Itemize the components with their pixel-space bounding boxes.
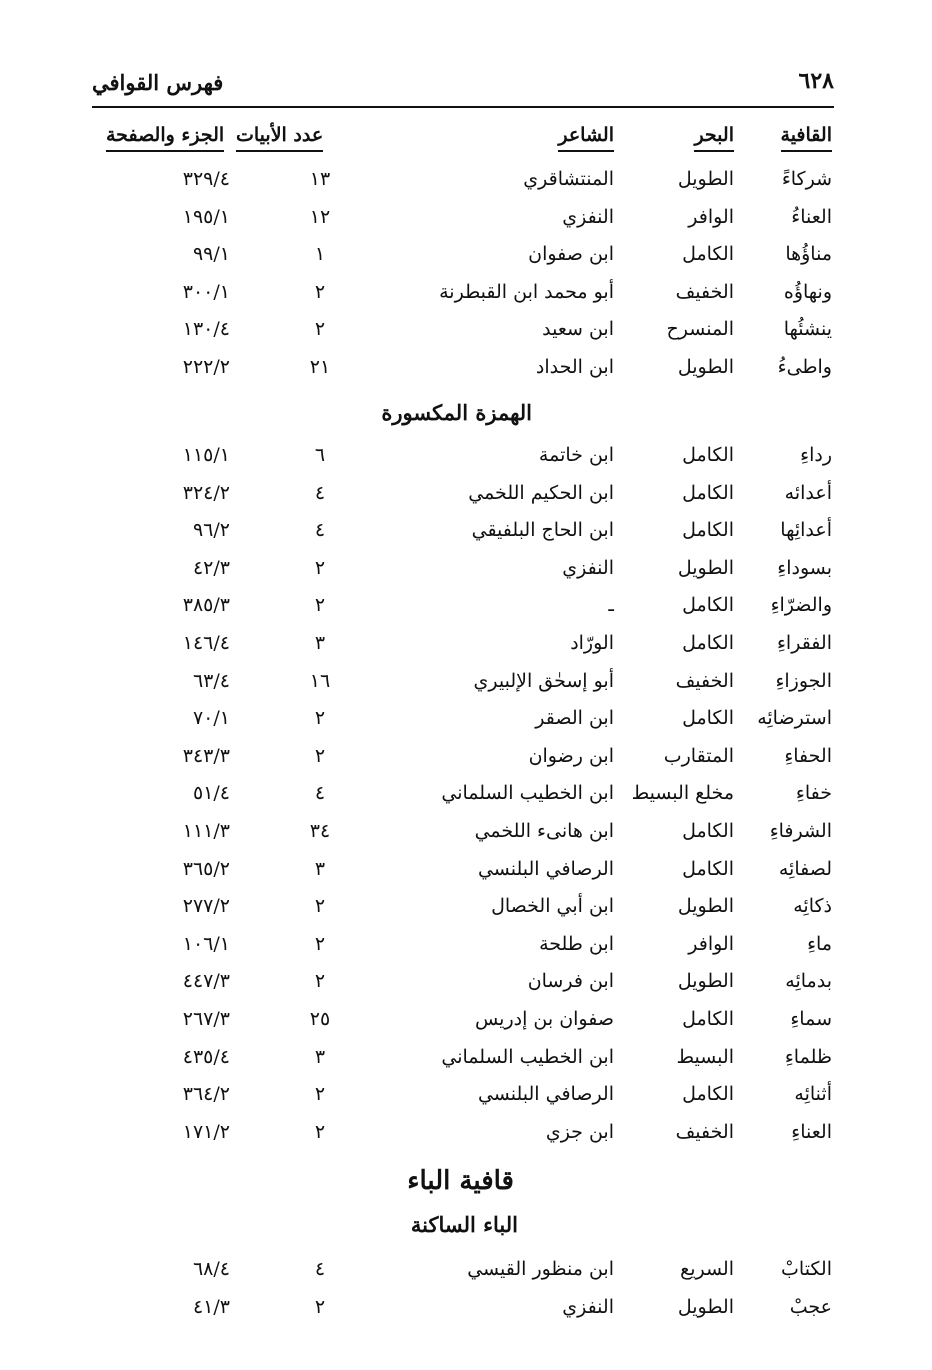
meter-cell: الخفيف: [675, 669, 734, 692]
volume-page-cell: ٩٩/١: [192, 243, 230, 266]
rhyme-cell: بدمائِه: [785, 970, 832, 993]
volume-page-cell: ١٧١/٢: [182, 1120, 230, 1143]
meter-cell: مخلع البسيط: [631, 782, 734, 805]
rhyme-cell: رداءِ: [800, 444, 832, 466]
poet-cell: أبو محمد ابن القبطرنة: [439, 280, 614, 303]
poet-cell: الرصافي البلنسي: [477, 1083, 614, 1106]
table-row: [0, 814, 932, 852]
rhyme-cell: الحفاءِ: [784, 744, 832, 767]
meter-cell: الكامل: [682, 1007, 734, 1030]
rhyme-cell: ماءِ: [807, 932, 832, 955]
verse-count-cell: ٢: [314, 932, 326, 955]
verse-count-cell: ٢: [314, 1083, 326, 1106]
meter-cell: الكامل: [682, 631, 734, 654]
poet-cell: ابن منظور القيسي: [467, 1258, 614, 1280]
meter-cell: المتقارب: [663, 744, 734, 767]
verse-count-cell: ٣٤: [309, 819, 331, 842]
poet-cell: النفزي: [562, 556, 614, 579]
table-row: [0, 1077, 932, 1115]
table-row: [0, 664, 932, 702]
table-row: [0, 927, 932, 965]
verse-count-cell: ٢٥: [309, 1007, 331, 1030]
rhyme-cell: الفقراءِ: [777, 631, 832, 654]
poet-cell: ابن الحاج البلفيقي: [471, 519, 614, 542]
verse-count-cell: ٢: [314, 895, 326, 918]
table-row: [0, 200, 932, 238]
section-title-sakin-baa: الباء الساكنة: [410, 1212, 518, 1237]
poet-cell: ابن الخطيب السلماني: [441, 1045, 614, 1068]
chapter-title-baa: قافية الباء: [407, 1166, 514, 1196]
table-row: [0, 275, 932, 313]
poet-cell: أبو إسحٰق الإلبيري: [473, 669, 614, 692]
verse-count-cell: ١٦: [309, 669, 331, 692]
volume-page-cell: ١٠٦/١: [182, 932, 230, 955]
table-row: [0, 889, 932, 927]
meter-cell: الطويل: [677, 970, 734, 993]
rhyme-cell: الجوزاءِ: [775, 669, 832, 692]
volume-page-cell: ٣٦٤/٢: [182, 1083, 230, 1106]
meter-cell: الوافر: [688, 205, 734, 228]
poet-cell: ابن الصقر: [535, 707, 614, 730]
index-table-group-1: [0, 162, 932, 388]
volume-page-cell: ١٩٥/١: [182, 205, 230, 228]
rhyme-cell: واطىءُ: [777, 355, 832, 378]
verse-count-cell: ١: [314, 243, 326, 266]
volume-page-cell: ٢٢٢/٢: [182, 355, 230, 378]
meter-cell: الكامل: [682, 481, 734, 504]
table-row: [0, 1040, 932, 1078]
verse-count-cell: ١٣: [309, 168, 331, 190]
volume-page-cell: ١٣٠/٤: [182, 318, 230, 341]
volume-page-cell: ٣٦٥/٢: [182, 857, 230, 880]
volume-page-cell: ٢٧٧/٢: [182, 895, 230, 918]
rhyme-cell: بسوداءِ: [777, 556, 832, 579]
poet-cell: ابن طلحة: [539, 932, 614, 955]
meter-cell: الكامل: [682, 594, 734, 617]
volume-page-cell: ٣٢٩/٤: [182, 168, 230, 190]
running-title: فهرس القوافي: [92, 70, 224, 95]
rhyme-cell: أعدائِها: [780, 519, 832, 542]
table-row: [0, 438, 932, 476]
meter-cell: الخفيف: [675, 280, 734, 303]
volume-page-cell: ٩٦/٢: [192, 519, 230, 542]
column-header-volume-page: الجزء والصفحة: [106, 122, 224, 152]
rhyme-cell: الشرفاءِ: [769, 819, 832, 842]
table-row: [0, 162, 932, 200]
rhyme-cell: شركاءً: [781, 168, 832, 190]
verse-count-cell: ٤: [314, 782, 326, 805]
volume-page-cell: ٤٣٥/٤: [182, 1045, 230, 1068]
verse-count-cell: ٣: [314, 631, 326, 654]
verse-count-cell: ٢: [314, 970, 326, 993]
column-header-rhyme: القافية: [781, 122, 832, 152]
volume-page-cell: ٤٢/٣: [192, 556, 230, 579]
volume-page-cell: ٢٦٧/٣: [182, 1007, 230, 1030]
rhyme-cell: مناؤُها: [785, 243, 832, 266]
verse-count-cell: ٢: [314, 744, 326, 767]
meter-cell: الكامل: [682, 444, 734, 466]
meter-cell: الخفيف: [675, 1120, 734, 1143]
rhyme-cell: العناءِ: [791, 1120, 832, 1143]
poet-cell: المنتشاقري: [523, 168, 614, 190]
poet-cell: ابن الخطيب السلماني: [441, 782, 614, 805]
meter-cell: الوافر: [688, 932, 734, 955]
poet-cell: ابن أبي الخصال: [491, 895, 614, 918]
poet-cell: ابن رضوان: [528, 744, 614, 767]
meter-cell: الطويل: [677, 168, 734, 190]
header-rule: [92, 106, 834, 108]
table-row: [0, 739, 932, 777]
poet-cell: صفوان بن إدريس: [474, 1007, 614, 1030]
column-header-verse-count: عدد الأبيات: [236, 122, 323, 152]
poet-cell: ابن الحكيم اللخمي: [468, 481, 614, 504]
verse-count-cell: ٤: [314, 519, 326, 542]
column-header-meter: البحر: [694, 122, 734, 152]
volume-page-cell: ٦٨/٤: [192, 1258, 230, 1280]
table-row: [0, 1290, 932, 1328]
volume-page-cell: ١١٥/١: [182, 444, 230, 466]
verse-count-cell: ٤: [314, 481, 326, 504]
volume-page-cell: ٣٢٤/٢: [182, 481, 230, 504]
poet-cell: ـ: [608, 594, 614, 617]
rhyme-cell: لصفائِه: [778, 857, 832, 880]
table-row: [0, 312, 932, 350]
page-header: [92, 68, 834, 102]
verse-count-cell: ٢: [314, 280, 326, 303]
poet-cell: ابن هانىء اللخمي: [474, 819, 614, 842]
poet-cell: النفزي: [562, 1295, 614, 1318]
meter-cell: الكامل: [682, 819, 734, 842]
rhyme-cell: العناءُ: [791, 205, 832, 228]
verse-count-cell: ٣: [314, 1045, 326, 1068]
table-row: [0, 964, 932, 1002]
meter-cell: الطويل: [677, 895, 734, 918]
table-row: [0, 701, 932, 739]
meter-cell: الكامل: [682, 857, 734, 880]
table-row: [0, 588, 932, 626]
table-row: [0, 237, 932, 275]
poet-cell: ابن صفوان: [528, 243, 614, 266]
index-table-group-3: [0, 1252, 932, 1327]
rhyme-cell: خفاءِ: [795, 782, 832, 805]
meter-cell: البسيط: [676, 1045, 734, 1068]
meter-cell: المنسرح: [666, 318, 734, 341]
poet-cell: النفزي: [562, 205, 614, 228]
volume-page-cell: ٣٠٠/١: [182, 280, 230, 303]
table-row: [0, 1002, 932, 1040]
meter-cell: الطويل: [677, 1295, 734, 1318]
volume-page-cell: ٣٨٥/٣: [182, 594, 230, 617]
verse-count-cell: ١٢: [309, 205, 331, 228]
volume-page-cell: ٥١/٤: [192, 782, 230, 805]
verse-count-cell: ٢: [314, 1295, 326, 1318]
table-row: [0, 1252, 932, 1290]
column-header-poet: الشاعر: [558, 122, 614, 152]
poet-cell: الرصافي البلنسي: [477, 857, 614, 880]
meter-cell: الطويل: [677, 556, 734, 579]
meter-cell: الكامل: [682, 519, 734, 542]
poet-cell: ابن جزي: [545, 1120, 614, 1143]
meter-cell: الكامل: [682, 243, 734, 266]
table-row: [0, 350, 932, 388]
verse-count-cell: ٦: [314, 444, 326, 466]
page-number: ٦٢٨: [798, 68, 834, 94]
table-row: [0, 476, 932, 514]
table-row: [0, 776, 932, 814]
meter-cell: الطويل: [677, 355, 734, 378]
rhyme-cell: أعدائه: [784, 481, 832, 504]
rhyme-cell: ظلماءِ: [784, 1045, 832, 1068]
volume-page-cell: ٧٠/١: [192, 707, 230, 730]
meter-cell: الكامل: [682, 1083, 734, 1106]
verse-count-cell: ٤: [314, 1258, 326, 1280]
meter-cell: السريع: [680, 1258, 734, 1280]
volume-page-cell: ١١١/٣: [182, 819, 230, 842]
rhyme-cell: والضرّاءِ: [770, 594, 832, 617]
rhyme-cell: الكتابْ: [781, 1258, 832, 1280]
rhyme-cell: استرضائِه: [757, 707, 832, 730]
volume-page-cell: ٤١/٣: [192, 1295, 230, 1318]
verse-count-cell: ٢: [314, 707, 326, 730]
verse-count-cell: ٣: [314, 857, 326, 880]
index-table-group-2: [0, 438, 932, 1152]
volume-page-cell: ١٤٦/٤: [182, 631, 230, 654]
volume-page-cell: ٦٣/٤: [192, 669, 230, 692]
table-row: [0, 513, 932, 551]
rhyme-cell: ينشئُها: [783, 318, 832, 341]
verse-count-cell: ٢: [314, 318, 326, 341]
volume-page-cell: ٣٤٣/٣: [182, 744, 230, 767]
rhyme-cell: ذكائِه: [793, 895, 832, 918]
table-row: [0, 1115, 932, 1153]
table-row: [0, 852, 932, 890]
rhyme-cell: سماءِ: [790, 1007, 832, 1030]
poet-cell: الورّاد: [570, 631, 614, 654]
rhyme-cell: عجبْ: [789, 1295, 832, 1318]
meter-cell: الكامل: [682, 707, 734, 730]
table-row: [0, 551, 932, 589]
poet-cell: ابن الحداد: [535, 355, 614, 378]
poet-cell: ابن فرسان: [527, 970, 614, 993]
verse-count-cell: ٢: [314, 556, 326, 579]
verse-count-cell: ٢١: [309, 355, 331, 378]
rhyme-cell: ونهاؤُه: [783, 280, 832, 303]
poet-cell: ابن خاتمة: [538, 444, 614, 466]
rhyme-cell: أثنائِه: [794, 1083, 832, 1106]
poet-cell: ابن سعيد: [542, 318, 614, 341]
verse-count-cell: ٢: [314, 594, 326, 617]
section-title-kasra-hamza: الهمزة المكسورة: [381, 400, 532, 425]
volume-page-cell: ٤٤٧/٣: [182, 970, 230, 993]
verse-count-cell: ٢: [314, 1120, 326, 1143]
table-row: [0, 626, 932, 664]
